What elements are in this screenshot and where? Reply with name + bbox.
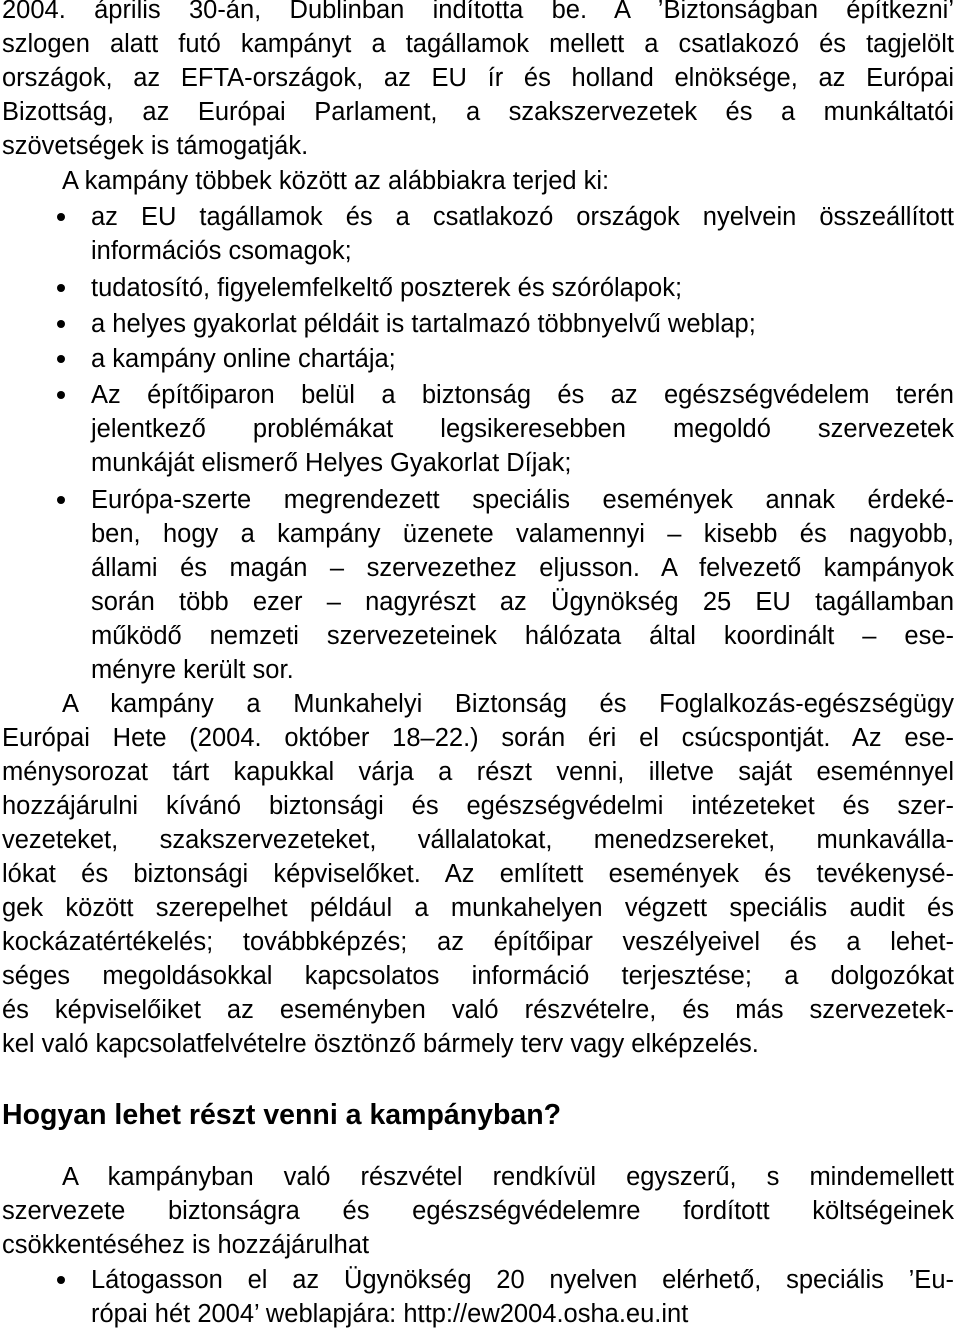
text-line: hozzájárulni kívánó biztonsági és egészségvédelmi intézeteket és szer- [2,792,954,820]
list-item-text: Európa-szerte megrendezett speciális események annak érdeké- [91,486,954,514]
text-line: csökkentéséhez is hozzájárulhat [2,1231,370,1259]
list-item-text: az EU tagállamok és a csatlakozó országok nyelvein összeállított [91,203,954,231]
list-item-text: állami és magán – szervezethez eljusson. A felvezető kampányok [91,554,954,582]
section-heading: Hogyan lehet részt venni a kampányban? [2,1099,562,1131]
list-item-text: információs csomagok; [91,237,352,265]
text-line: gek között szerepelhet például a munkahelyen végzett speciális audit és [2,894,954,922]
list-item-text: ben, hogy a kampány üzenete valamennyi – kisebb és nagyobb, [91,520,954,548]
text-line: ménysorozat tárt kapukkal várja a részt venni, illetve saját eseménnyel [2,758,954,786]
list-item-text: tudatosító, figyelemfelkeltő poszterek és szórólapok; [91,274,683,302]
list-item-text: Az építőiparon belül a biztonság és az egészségvédelem terén [91,381,954,409]
bullet-dot [57,391,65,399]
list-item-text: munkáját elismerő Helyes Gyakorlat Díjak; [91,449,572,477]
text-line: séges megoldásokkal kapcsolatos információ terjesztése; a dolgozókat [2,962,954,990]
text-line: kel való kapcsolatfelvételre ösztönző bármely terv vagy elképzelés. [2,1030,759,1058]
list-item-text: során több ezer – nagyrészt az Ügynökség 25 EU tagállamban [91,588,954,616]
text-line: országok, az EFTA-országok, az EU ír és holland elnöksége, az Európai [2,64,954,92]
list-intro: A kampány többek között az alábbiakra terjed ki: [62,167,610,195]
text-line: A kampány a Munkahelyi Biztonság és Foglalkozás-egészségügy [62,690,954,718]
text-line: kockázatértékelés; továbbképzés; az építőipar veszélyeivel és a lehet- [2,928,954,956]
bullet-dot [57,213,65,221]
text-line: Bizottság, az Európai Parlament, a szakszervezetek és a munkáltatói [2,98,954,126]
text-line: Európai Hete (2004. október 18–22.) során éri el csúcspontját. Az ese- [2,724,954,752]
bullet-dot [57,284,65,292]
bullet-dot [57,1276,65,1284]
list-item-text: működő nemzeti szervezeteinek hálózata által koordinált – ese- [91,622,954,650]
text-line: szövetségek is támogatják. [2,132,309,160]
list-item-text: a helyes gyakorlat példáit is tartalmazó többnyelvű weblap; [91,310,756,338]
bullet-dot [57,496,65,504]
list-item-text: Látogasson el az Ügynökség 20 nyelven elérhető, speciális ’Eu- [91,1266,954,1294]
text-line: szlogen alatt futó kampányt a tagállamok mellett a csatlakozó és tagjelölt [2,30,954,58]
text-line: lókat és biztonsági képviselőket. Az említett események és tevékenysé- [2,860,954,888]
bullet-dot [57,320,65,328]
text-line: 2004. április 30-án, Dublinban indította be. A ’Biztonságban építkezni’ [2,0,954,24]
text-line: A kampányban való részvétel rendkívül egyszerű, s mindemellett [62,1163,954,1191]
text-line: szervezete biztonságra és egészségvédelemre fordított költségeinek [2,1197,954,1225]
text-line: vezeteket, szakszervezeteket, vállalatokat, menedzsereket, munkaválla- [2,826,954,854]
list-item-text: rópai hét 2004’ weblapjára: http://ew2004.osha.eu.int [91,1300,689,1328]
list-item-text: a kampány online chartája; [91,345,396,373]
text-line: és képviselőiket az eseményben való részvételre, és más szervezetek- [2,996,954,1024]
list-item-text: jelentkező problémákat legsikeresebben megoldó szervezetek [91,415,954,443]
bullet-dot [57,355,65,363]
list-item-text: ményre került sor. [91,656,294,684]
